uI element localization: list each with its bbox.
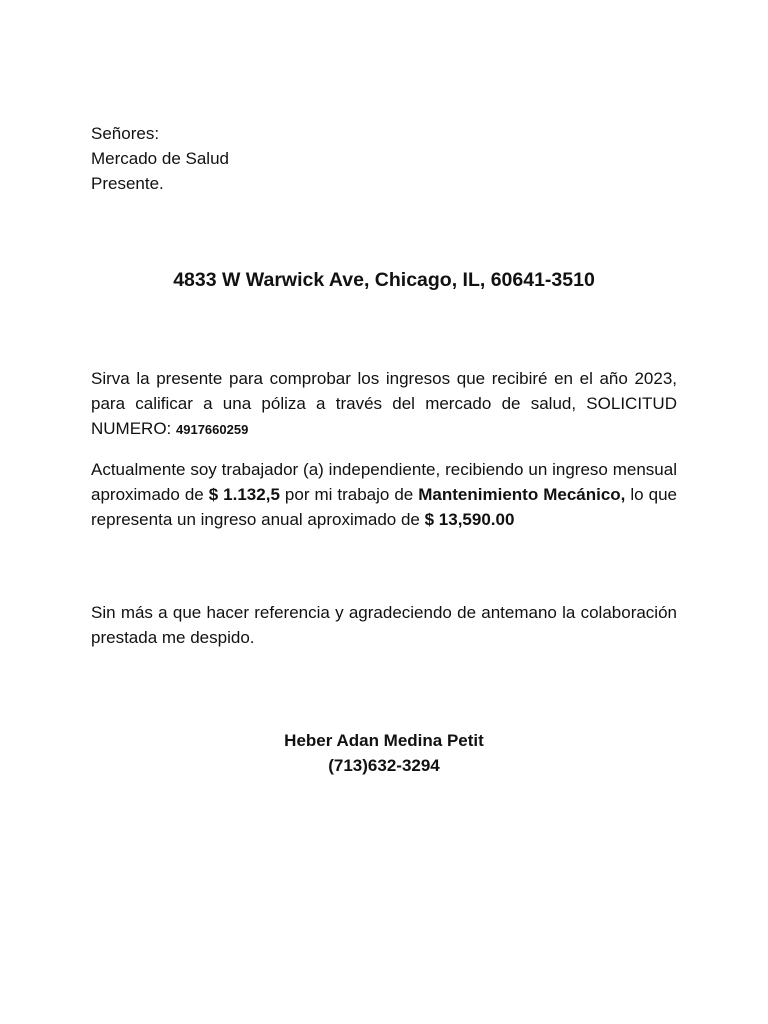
income-text-2: por mi trabajo de	[284, 485, 414, 504]
signer-name: Heber Adan Medina Petit	[284, 731, 484, 750]
signature-block	[0, 728, 768, 778]
annual-income: $ 13,590.00	[424, 510, 515, 529]
salutation-line-1: Señores:	[91, 124, 160, 143]
paragraph-purpose-text: Sirva la presente para comprobar los ingresos que recibiré en el año 2023, para calificar a una póliza a través del mercado de salud, SOLICITUD NUMERO:	[91, 369, 677, 438]
income-text-1: Actualmente soy trabajador (a) independiente, recibiendo un ingreso mensual aproximado de	[91, 460, 677, 504]
salutation-line-2: Mercado de Salud	[91, 149, 229, 168]
income-text-3: lo que representa un ingreso anual aproximado de	[91, 485, 677, 529]
address-heading: 4833 W Warwick Ave, Chicago, IL, 60641-3510	[173, 269, 595, 291]
salutation-block	[91, 121, 229, 196]
occupation: Mantenimiento Mecánico,	[418, 485, 626, 504]
signer-phone: (713)632-3294	[328, 756, 440, 775]
application-number: 4917660259	[176, 422, 249, 437]
paragraph-income	[91, 457, 677, 532]
paragraph-purpose	[91, 366, 677, 442]
salutation-line-3: Presente.	[91, 174, 164, 193]
paragraph-closing: Sin más a que hacer referencia y agradeciendo de antemano la colaboración prestada me despido.	[91, 603, 677, 647]
monthly-income: $ 1.132,5	[208, 485, 280, 504]
